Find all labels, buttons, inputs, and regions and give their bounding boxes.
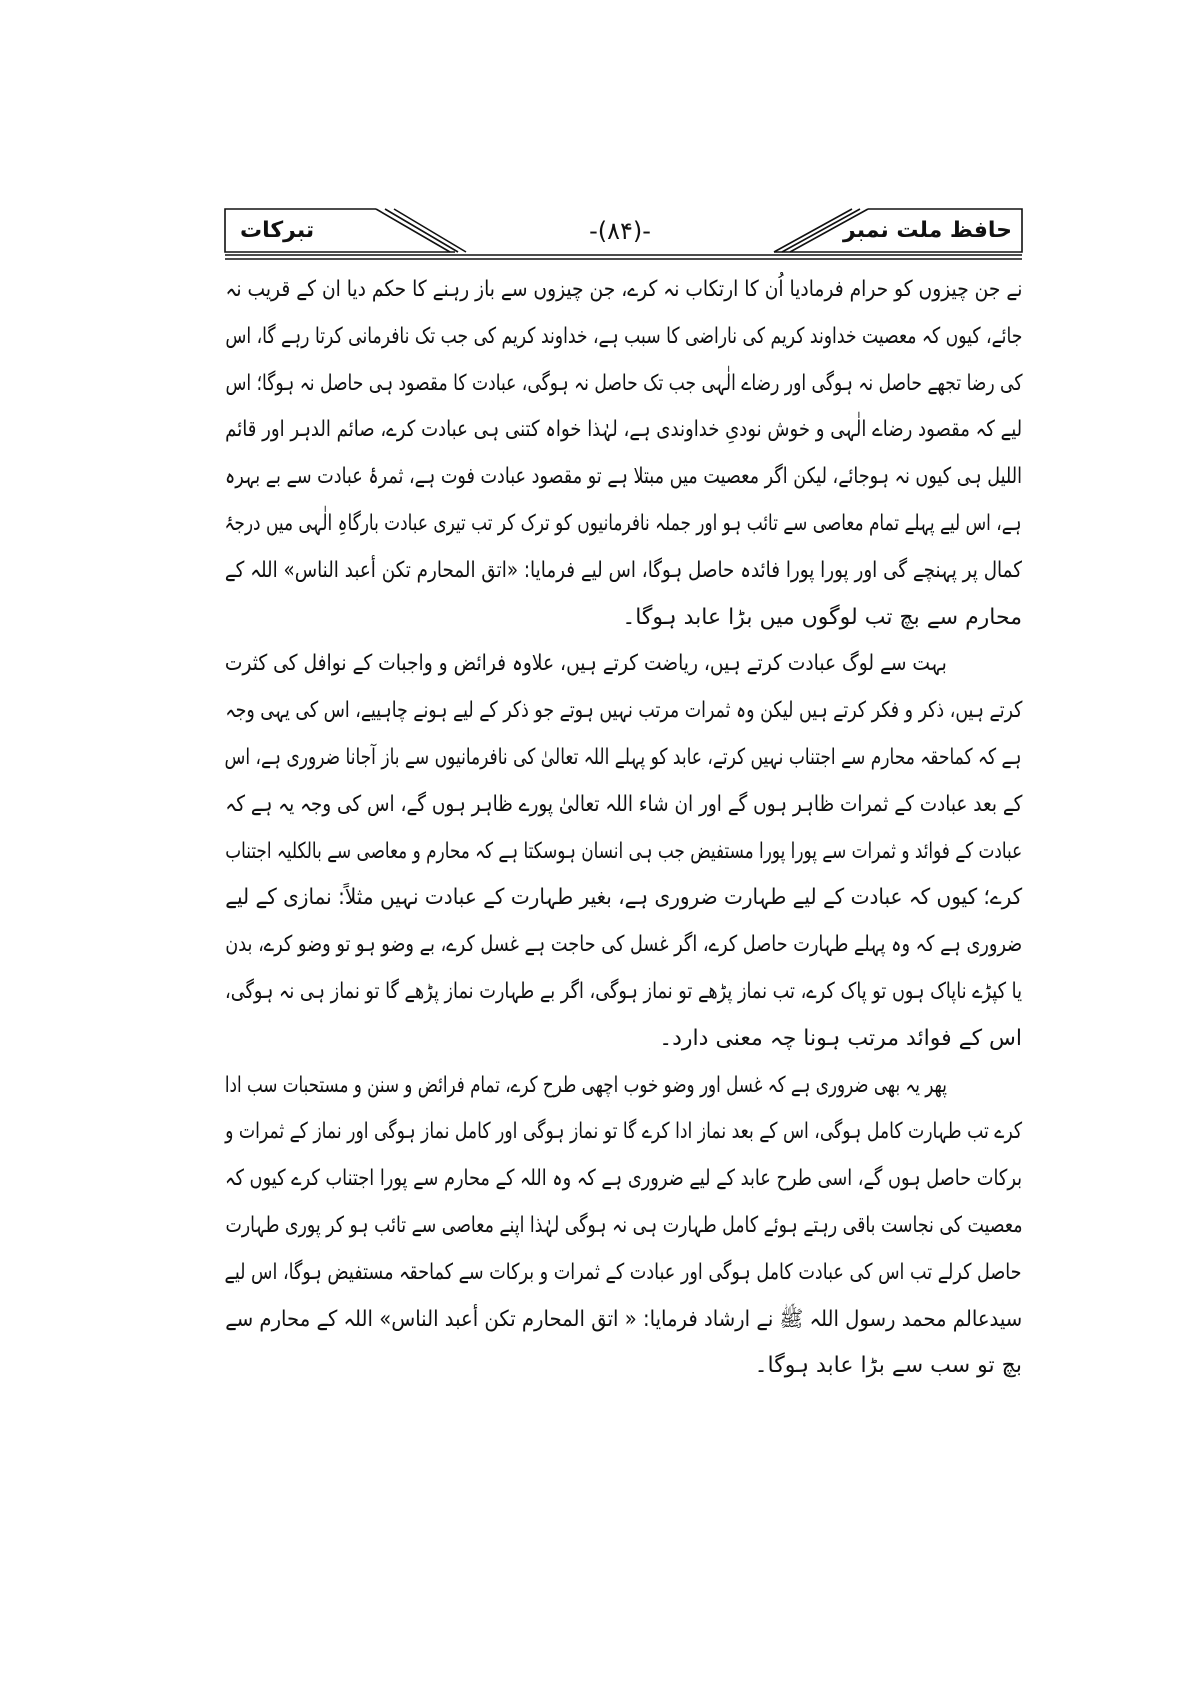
- text-line-content: ہے، اس لیے پہلے تمام معاصی سے تائب ہو اور جملہ نافرمانیوں کو ترک کر تب تیری عبادت بارگاہِ الٰہی میں درجۂ: [225, 510, 1022, 536]
- text-line-content: اللیل ہی کیوں نہ ہوجائے، لیکن اگر معصیت میں مبتلا ہے تو مقصود عبادت فوت ہے، ثمرۂ عبادت سے بے بہرہ: [225, 464, 1022, 490]
- text-line: [225, 922, 1022, 969]
- text-line-content: پھر یہ بھی ضروری ہے کہ غسل اور وضو خوب اچھی طرح کرے، تمام فرائض و سنن و مستحبات سب ادا: [225, 1072, 947, 1098]
- text-line: [225, 1016, 1022, 1063]
- text-line: [225, 1156, 1022, 1203]
- text-line: [225, 501, 1022, 548]
- text-line-content: معصیت کی نجاست باقی رہتے ہوئے کامل طہارت ہی نہ ہوگی لہٰذا اپنے معاصی سے تائب ہو کر پوری طہارت: [225, 1212, 1022, 1238]
- text-line-content: لیے کہ مقصود رضاے الٰہی و خوش نودیِ خداوندی ہے، لہٰذا خواہ کتنی ہی عبادت کرے، صائم الدہر اور قائم: [225, 417, 1022, 443]
- text-line: [225, 407, 1022, 454]
- text-line: [225, 875, 1022, 922]
- text-line: [225, 548, 1022, 595]
- text-line-content: بہت سے لوگ عبادت کرتے ہیں، ریاضت کرتے ہیں، علاوہ فرائض و واجبات کے نوافل کی کثرت: [225, 651, 947, 677]
- text-line-content: حاصل کرلے تب اس کی عبادت کامل ہوگی اور عبادت کے ثمرات و برکات سے کماحقہ مستفیض ہوگا، اس لیے: [225, 1259, 1022, 1285]
- text-line-content: کرے تب طہارت کامل ہوگی، اس کے بعد نماز ادا کرے گا تو نماز ہوگی اور کامل نماز ہوگی اور نماز کے ثمرات و: [225, 1119, 1022, 1145]
- text-line: [225, 829, 1022, 876]
- page-number: -(۸۴)-: [589, 217, 651, 245]
- text-line-content: عبادت کے فوائد و ثمرات سے پورا پورا مستفیض جب ہی انسان ہوسکتا ہے کہ محارم و معاصی سے بالکلیہ اجتناب: [225, 838, 1022, 864]
- text-line-content: ضروری ہے کہ وہ پہلے طہارت حاصل کرے، اگر غسل کی حاجت ہے غسل کرے، بے وضو ہو تو وضو کرے، بدن: [225, 932, 1022, 958]
- text-line-content: برکات حاصل ہوں گے، اسی طرح عابد کے لیے ضروری ہے کہ وہ اللہ کے محارم سے پورا اجتناب کرے کیوں کہ: [225, 1166, 1022, 1192]
- paragraph: [225, 267, 1022, 641]
- text-line-content: کے بعد عبادت کے ثمرات ظاہر ہوں گے اور ان شاء اللہ تعالیٰ پورے ظاہر ہوں گے، اس کی وجہ یہ ہے کہ: [225, 791, 1022, 817]
- text-line-content: سیدعالم محمد رسول اللہ ﷺ نے ارشاد فرمایا: « اتق المحارم تکن أعبد الناس» اللہ کے محارم سے: [225, 1306, 1022, 1332]
- text-line: [225, 969, 1022, 1016]
- text-line: [225, 782, 1022, 829]
- journal-title: حافظ ملت نمبر: [843, 218, 1012, 243]
- text-line-content: کی رضا تجھے حاصل نہ ہوگی اور رضاے الٰہی جب تک حاصل نہ ہوگی، عبادت کا مقصود ہی حاصل نہ ہوگا؛ اس: [225, 370, 1022, 396]
- text-line-content: یا کپڑے ناپاک ہوں تو پاک کرے، تب نماز پڑھے تو نماز ہوگی، اگر بے طہارت نماز پڑھے گا تو نماز ہی نہ ہوگی،: [225, 978, 1022, 1004]
- text-line-content: بچ تو سب سے بڑا عابد ہوگا۔: [754, 1353, 1022, 1379]
- text-line: [225, 735, 1022, 782]
- text-line-content: ہے کہ کماحقہ محارم سے اجتناب نہیں کرتے، عابد کو پہلے اللہ تعالیٰ کی نافرمانیوں سے باز آجانا ضروری ہے، اس: [225, 744, 1022, 770]
- article-body: [225, 267, 1022, 1390]
- text-line: [225, 595, 1022, 642]
- text-line-content: کرتے ہیں، ذکر و فکر کرتے ہیں لیکن وہ ثمرات مرتب نہیں ہوتے جو ذکر کے لیے ہونے چاہییے، اس کی یہی وجہ: [225, 698, 1022, 724]
- text-line: [225, 1297, 1022, 1344]
- text-line: [225, 1343, 1022, 1390]
- text-line: [225, 267, 1022, 314]
- text-line-content: نے جن چیزوں کو حرام فرمادیا اُن کا ارتکاب نہ کرے، جن چیزوں سے باز رہنے کا حکم دیا ان کے قریب نہ: [225, 277, 1022, 302]
- text-line: [225, 454, 1022, 501]
- text-line-content: محارم سے بچ تب لوگوں میں بڑا عابد ہوگا۔: [622, 604, 1022, 630]
- paragraph: [225, 1063, 1022, 1391]
- text-line: [225, 1063, 1022, 1110]
- text-line-content: کمال پر پہنچے گی اور پورا پورا فائدہ حاصل ہوگا، اس لیے فرمایا: «اتق المحارم تکن أعبد الناس» اللہ کے: [225, 557, 1022, 583]
- text-line: [225, 1250, 1022, 1297]
- text-line: [225, 1203, 1022, 1250]
- text-line: [225, 641, 1022, 688]
- text-line: [225, 314, 1022, 361]
- text-line-content: کرے؛ کیوں کہ عبادت کے لیے طہارت ضروری ہے، بغیر طہارت کے عبادت نہیں مثلاً: نمازی کے لیے: [225, 885, 1022, 911]
- text-line: [225, 361, 1022, 408]
- section-title: تبرکات: [240, 218, 315, 243]
- text-line-content: جائے، کیوں کہ معصیت خداوند کریم کی ناراضی کا سبب ہے، خداوند کریم کی جب تک نافرمانی کرتا رہے گا، اس: [225, 323, 1022, 349]
- text-line: [225, 688, 1022, 735]
- text-line-content: اس کے فوائد مرتب ہونا چہ معنی دارد۔: [659, 1025, 1022, 1051]
- paragraph: [225, 641, 1022, 1062]
- text-line: [225, 1109, 1022, 1156]
